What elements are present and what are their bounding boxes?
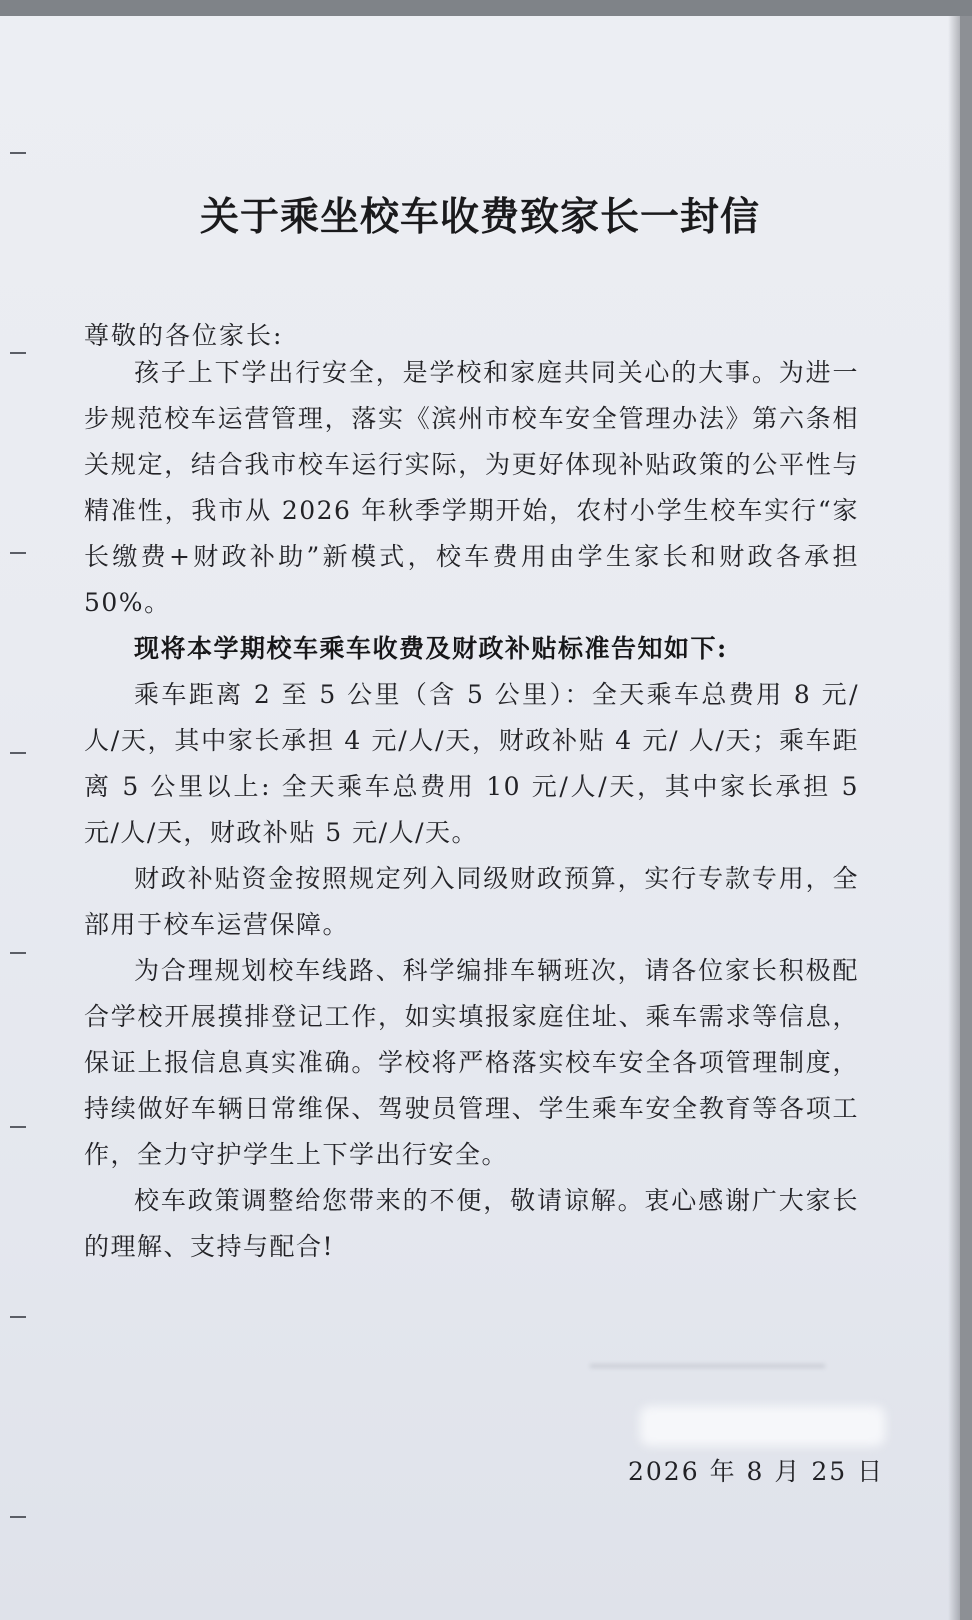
paper-edge-shadow (948, 16, 960, 1620)
letter-salutation: 尊敬的各位家长: (84, 321, 284, 350)
letter-paragraph-subsidy-funds: 财政补贴资金按照规定列入同级财政预算，实行专款专用，全部用于校车运营保障。 (84, 864, 859, 939)
letter-paragraph-fee-heading: 现将本学期校车乘车收费及财政补贴标准告知如下: (134, 634, 728, 663)
margin-tick-mark (10, 952, 26, 954)
margin-tick-mark (10, 1316, 26, 1318)
margin-tick-mark (10, 752, 26, 754)
letter-paper (0, 16, 960, 1620)
margin-tick-mark (10, 552, 26, 554)
letter-paragraph-registration: 为合理规划校车线路、科学编排车辆班次，请各位家长积极配合学校开展摸排登记工作，如实填报家庭住址、乘车需求等信息，保证上报信息真实准确。学校将严格落实校车安全各项管理制度，持续做好车辆日常维保、驾驶员管理、学生乘车安全教育等各项工作，全力守护学生上下学出行安全。 (84, 956, 859, 1169)
faded-signature-line (590, 1364, 825, 1368)
letter-paragraph-intro: 孩子上下学出行安全，是学校和家庭共同关心的大事。为进一步规范校车运营管理，落实《滨州市校车安全管理办法》第六条相关规定，结合我市校车运行实际，为更好体现补贴政策的公平性与精准性，我市从 2026 年秋季学期开始，农村小学生校车实行“家长缴费+财政补助”新模式，校车费用由学生家长和财政各承担 50%。 (84, 358, 859, 617)
photo-top-border (0, 0, 972, 16)
margin-tick-mark (10, 152, 26, 154)
margin-tick-mark (10, 1516, 26, 1518)
margin-tick-mark (10, 352, 26, 354)
margin-tick-mark (10, 1126, 26, 1128)
letter-title: 关于乘坐校车收费致家长一封信 (199, 194, 760, 240)
letter-paragraph-closing: 校车政策调整给您带来的不便，敬请谅解。衷心感谢广大家长的理解、支持与配合! (84, 1186, 859, 1261)
redacted-sender-name (640, 1406, 885, 1446)
letter-paragraph-fee-standard: 乘车距离 2 至 5 公里（含 5 公里）：全天乘车总费用 8 元/人/天，其中家长承担 4 元/人/天，财政补贴 4 元/ 人/天；乘车距离 5 公里以上: 全天乘车总费用 10 元/人/天，其中家长承担 5 元/人/天，财政补贴 5 元/人/天。 (84, 680, 859, 847)
letter-date: 2026 年 8 月 25 日 (628, 1457, 885, 1486)
